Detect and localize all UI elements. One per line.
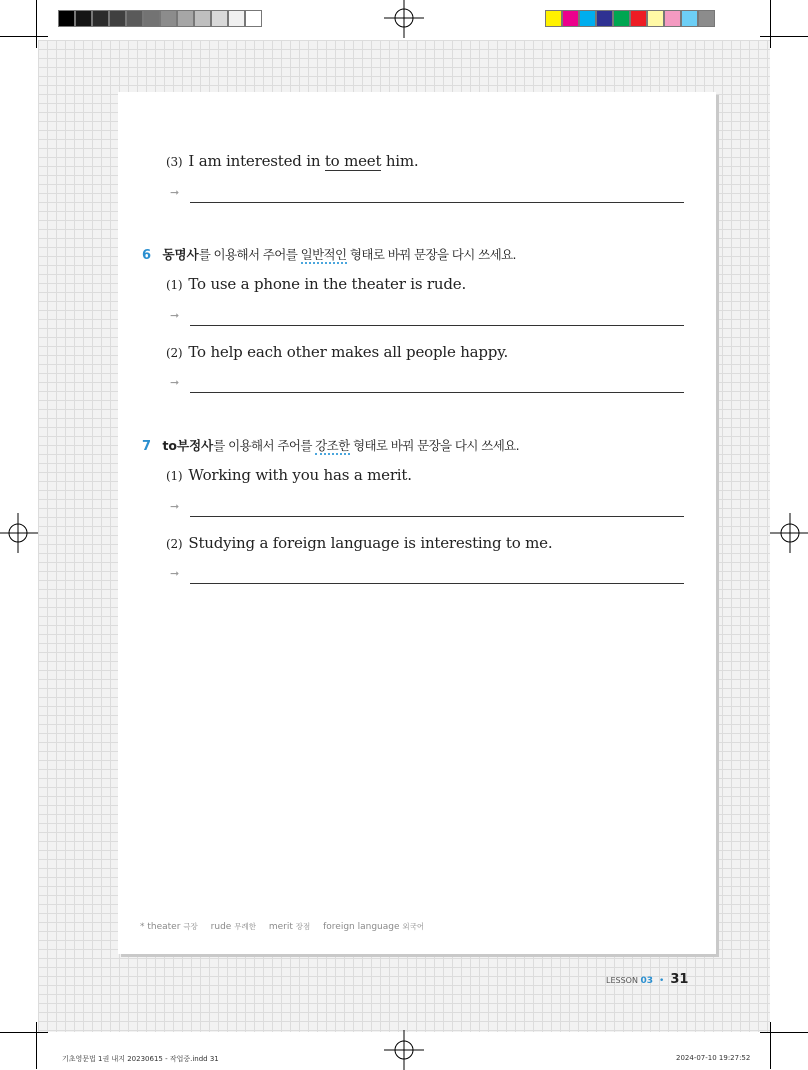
- crop-mark-bottom-left-h: [0, 1032, 48, 1033]
- item-number: (1): [166, 278, 183, 292]
- grayscale-swatch: [245, 10, 262, 27]
- crop-mark-top-right-h: [760, 36, 808, 37]
- answer-underline: [190, 325, 684, 326]
- answer-line[interactable]: [170, 378, 684, 394]
- grayscale-swatch: [228, 10, 245, 27]
- item-text: To help each other makes all people happy.: [188, 343, 509, 361]
- question-number: 6: [142, 248, 151, 263]
- process-color-swatch: [562, 10, 579, 27]
- vocabulary-footnote: [140, 921, 434, 932]
- footnote-word: * theater: [140, 922, 181, 932]
- question-text-2: 형태로 바꿔 문장을 다시 쓰세요.: [346, 247, 516, 262]
- footnote-meaning: 극장: [183, 922, 198, 931]
- arrow-icon: ➞: [170, 567, 180, 580]
- worksheet-page: [118, 92, 716, 954]
- crop-mark-bottom-right-v: [770, 1022, 771, 1069]
- process-color-swatch: [596, 10, 613, 27]
- grayscale-swatch: [177, 10, 194, 27]
- grayscale-swatch: [194, 10, 211, 27]
- slug-timestamp: 2024-07-10 19:27:52: [676, 1054, 751, 1062]
- process-color-swatch: [630, 10, 647, 27]
- item-number: (2): [166, 537, 183, 551]
- item-text-before: I am interested in: [188, 152, 325, 170]
- question-6-heading: [142, 245, 516, 263]
- underlined-phrase: to meet: [324, 152, 382, 170]
- arrow-icon: ➞: [170, 186, 180, 199]
- registration-mark-left-icon: [0, 513, 38, 553]
- registration-mark-top-icon: [384, 0, 424, 38]
- process-color-swatch: [681, 10, 698, 27]
- slug-filename: 기초영문법 1권 내지 20230615 - 작업중.indd 31: [62, 1055, 219, 1063]
- crop-mark-top-right-v: [770, 0, 771, 48]
- question-number: 7: [142, 439, 151, 454]
- registration-mark-right-icon: [770, 513, 808, 553]
- footnote-word: merit: [268, 922, 293, 932]
- crop-mark-top-left-h: [0, 36, 48, 37]
- answer-underline: [190, 583, 684, 584]
- item-text: Working with you has a merit.: [188, 466, 412, 484]
- crop-mark-bottom-left-v: [36, 1022, 37, 1069]
- crop-mark-top-left-v: [36, 0, 37, 48]
- process-color-swatch: [579, 10, 596, 27]
- answer-underline: [190, 392, 684, 393]
- q7-item-1: [166, 466, 412, 484]
- question-lead-term: to부정사: [162, 438, 214, 453]
- answer-line[interactable]: [170, 188, 684, 204]
- grayscale-color-bar: [58, 10, 262, 28]
- process-color-swatch: [664, 10, 681, 27]
- arrow-icon: ➞: [170, 309, 180, 322]
- lesson-label: LESSON: [606, 976, 638, 985]
- item-text-after: him.: [381, 152, 419, 170]
- crop-mark-bottom-right-h: [760, 1032, 808, 1033]
- answer-underline: [190, 516, 684, 517]
- process-color-swatch: [698, 10, 715, 27]
- grayscale-swatch: [92, 10, 109, 27]
- grayscale-swatch: [143, 10, 160, 27]
- footnote-meaning: 외국어: [402, 922, 425, 931]
- item-text: Studying a foreign language is interesting to me.: [188, 534, 553, 552]
- answer-underline: [190, 202, 684, 203]
- item-number: (2): [166, 346, 183, 360]
- answer-line[interactable]: [170, 311, 684, 327]
- question-lead-term: 동명사: [162, 247, 199, 262]
- answer-line[interactable]: [170, 569, 684, 585]
- prev-item-3: [166, 152, 419, 170]
- grayscale-swatch: [211, 10, 228, 27]
- grayscale-swatch: [109, 10, 126, 27]
- footnote-meaning: 무례한: [234, 922, 256, 931]
- emphasized-term: 강조한: [315, 438, 350, 453]
- footnote-word: rude: [210, 922, 232, 932]
- q7-item-2: [166, 534, 552, 552]
- grayscale-swatch: [160, 10, 177, 27]
- item-number: (3): [166, 155, 183, 169]
- q6-item-2: [166, 343, 508, 361]
- arrow-icon: ➞: [170, 376, 180, 389]
- page-folio: [606, 972, 688, 987]
- process-color-swatch: [613, 10, 630, 27]
- folio-bullet: •: [659, 976, 665, 986]
- question-text-1: 를 이용해서 주어를: [198, 247, 301, 262]
- question-7-heading: [142, 436, 519, 454]
- lesson-number: 03: [640, 976, 654, 986]
- registration-mark-bottom-icon: [384, 1030, 424, 1070]
- grayscale-swatch: [126, 10, 143, 27]
- question-text-1: 를 이용해서 주어를: [213, 438, 316, 453]
- item-text: To use a phone in the theater is rude.: [188, 275, 467, 293]
- item-number: (1): [166, 469, 183, 483]
- process-color-swatch: [545, 10, 562, 27]
- footnote-word: foreign language: [323, 922, 400, 932]
- grayscale-swatch: [58, 10, 75, 27]
- footnote-meaning: 장점: [295, 922, 311, 931]
- process-color-swatch: [647, 10, 664, 27]
- grayscale-swatch: [75, 10, 92, 27]
- process-color-bar: [545, 10, 715, 28]
- page-number: 31: [670, 972, 689, 987]
- emphasized-term: 일반적인: [300, 247, 347, 262]
- q6-item-1: [166, 275, 466, 293]
- arrow-icon: ➞: [170, 500, 180, 513]
- question-text-2: 형태로 바꿔 문장을 다시 쓰세요.: [349, 438, 520, 453]
- answer-line[interactable]: [170, 502, 684, 518]
